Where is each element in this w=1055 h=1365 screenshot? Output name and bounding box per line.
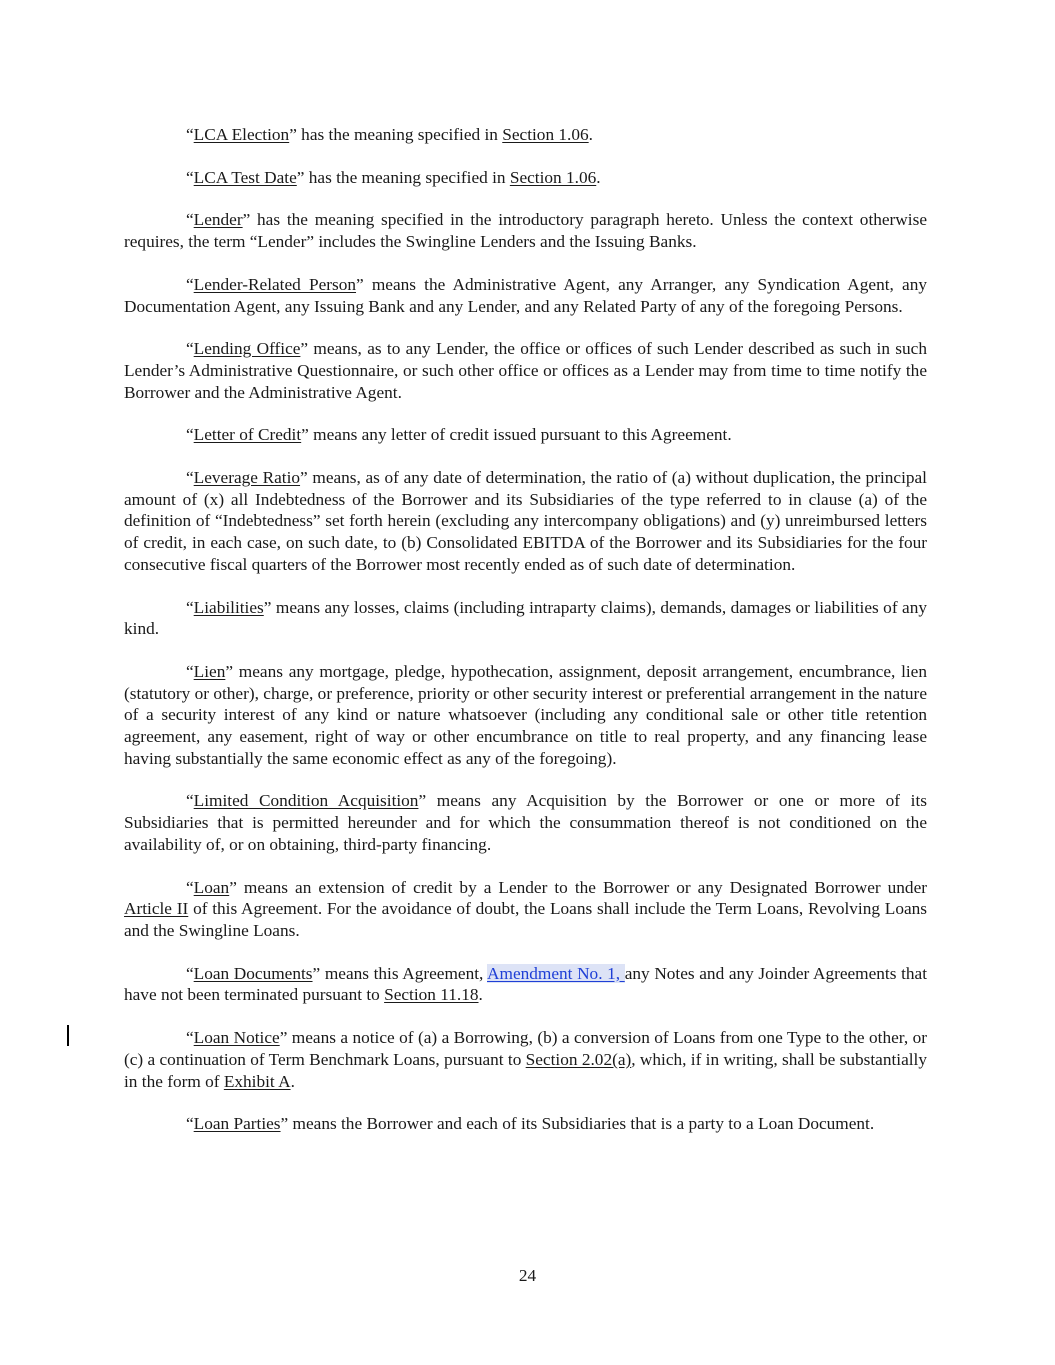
defined-term: Liabilities	[193, 597, 264, 617]
defined-term: Lending Office	[193, 339, 301, 359]
section-reference: Section 1.06	[509, 167, 597, 187]
definition-lien: “Lien” means any mortgage, pledge, hypothecation, assignment, deposit arrangement, encumbrance, lien (statutory or other), charge, or preference, priority or other security interest or preferential arrangement in the nature of a security interest of any kind or nature whatsoever (including any conditional sale or other title retention agreement, any easement, right of way or other encumbrance on title to real property, and any financing lease having substantially the same economic effect as any of the foregoing).	[124, 661, 927, 768]
definition-lca-test-date: “LCA Test Date” has the meaning specified in Section 1.06.	[186, 167, 601, 187]
tracked-insertion[interactable]: Amendment No. 1,	[487, 963, 625, 983]
document-page	[124, 124, 927, 1156]
defined-term: Lien	[193, 661, 226, 681]
definition-loan: “Loan” means an extension of credit by a Lender to the Borrower or any Designated Borrower under Article II of this Agreement. For the avoidance of doubt, the Loans shall include the Term Loans, Revolving Loans and the Swingline Loans.	[124, 877, 928, 940]
defined-term: Lender	[193, 210, 243, 230]
article-reference: Article II	[124, 899, 189, 919]
defined-term: LCA Election	[193, 125, 290, 144]
definition-limited-condition-acquisition: “Limited Condition Acquisition” means any Acquisition by the Borrower or one or more of its Subsidiaries that is permitted hereunder and for which the consummation thereof is not conditioned on the availability of, or on obtaining, third-party financing.	[124, 791, 927, 854]
defined-term: Loan Parties	[193, 1114, 281, 1134]
definition-leverage-ratio: “Leverage Ratio” means, as of any date of determination, the ratio of (a) without duplication, the principal amount of (x) all Indebtedness of the Borrower and its Subsidiaries of the type referred to in clause (a) of the definition of “Indebtedness” set forth herein (excluding any intercompany obligations) and (y) unreimbursed letters of credit, in each case, on such date, to (b) Consolidated EBITDA of the Borrower and its Subsidiaries for the four consecutive fiscal quarters of the Borrower most recently ended as of such date of determination.	[124, 468, 927, 574]
defined-term: Loan	[193, 877, 230, 897]
change-bar-marker	[67, 1025, 69, 1046]
defined-term: Loan Documents	[193, 963, 313, 983]
definition-lending-office: “Lending Office” means, as to any Lender, the office or offices of such Lender described as such in such Lender’s Administrative Questionnaire, or such other office or offices as a Lender may from time to time notify the Borrower and the Administrative Agent.	[124, 339, 927, 402]
definition-loan-notice: “Loan Notice” means a notice of (a) a Borrowing, (b) a conversion of Loans from one Type to the other, or (c) a continuation of Term Benchmark Loans, pursuant to Section 2.02(a), which, if in writing, shall be substantially in the form of Exhibit A.	[124, 1028, 927, 1091]
definition-lender: “Lender” has the meaning specified in the introductory paragraph hereto. Unless the context otherwise requires, the term “Lender” includes the Swingline Lenders and the Issuing Banks.	[124, 210, 927, 252]
page-number: 24	[518, 1266, 537, 1285]
defined-term: Letter of Credit	[193, 425, 302, 445]
defined-term: Loan Notice	[193, 1028, 280, 1048]
defined-term: LCA Test Date	[193, 167, 297, 187]
defined-term: Lender-Related Person	[193, 274, 357, 294]
defined-term: Leverage Ratio	[193, 468, 301, 488]
definition-loan-documents: “Loan Documents” means this Agreement, Amendment No. 1, any Notes and any Joinder Agreements that have not been terminated pursuant to Section 11.18.	[124, 963, 927, 1005]
exhibit-reference: Exhibit A	[223, 1071, 291, 1091]
section-reference: Section 1.06	[502, 125, 589, 144]
definition-letter-of-credit: “Letter of Credit” means any letter of credit issued pursuant to this Agreement.	[186, 425, 732, 445]
section-reference: Section 2.02(a)	[525, 1049, 632, 1069]
definition-lender-related-person: “Lender-Related Person” means the Administrative Agent, any Arranger, any Syndication Agent, any Documentation Agent, any Issuing Bank and any Lender, and any Related Party of any of the foregoing Persons.	[124, 274, 927, 316]
definition-liabilities: “Liabilities” means any losses, claims (including intraparty claims), demands, damages or liabilities of any kind.	[124, 597, 927, 639]
definition-lca-election: “LCA Election” has the meaning specified in Section 1.06.	[186, 125, 593, 144]
defined-term: Limited Condition Acquisition	[193, 791, 419, 811]
section-reference: Section 11.18	[384, 985, 479, 1005]
definition-loan-parties: “Loan Parties” means the Borrower and each of its Subsidiaries that is a party to a Loan Document.	[186, 1114, 875, 1134]
